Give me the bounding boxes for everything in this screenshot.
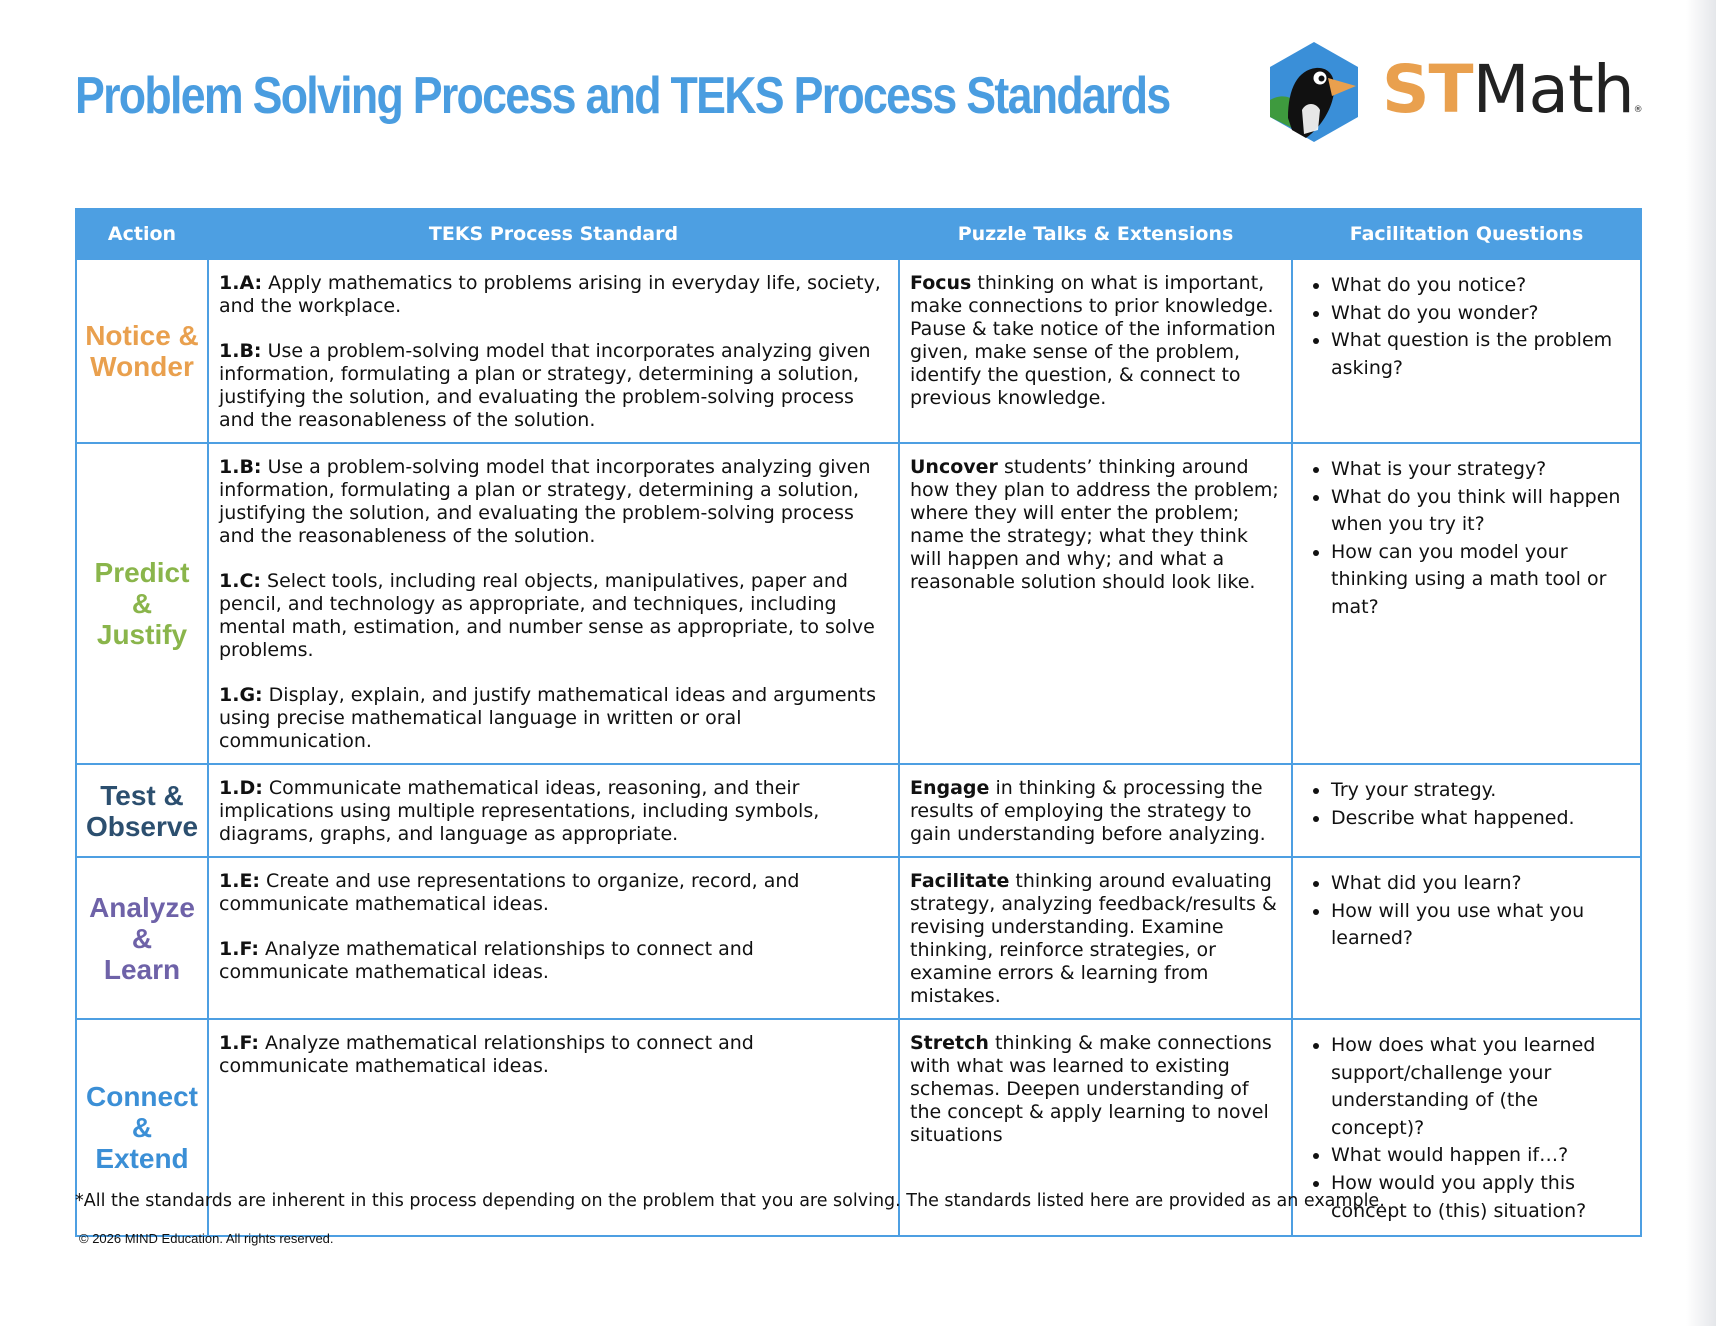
action-label: Justify [96, 619, 188, 650]
table-row [76, 443, 1641, 764]
action-label: Analyze & [89, 891, 195, 954]
list-item: • What would happen if…? [1331, 1142, 1631, 1170]
action-cell [76, 857, 208, 1019]
page-edge-shade [1686, 0, 1716, 1326]
question-list [1303, 272, 1631, 382]
standard-text: Use a problem-solving model that incorporates analyzing given information, formulating a plan or strategy, determining a solution, justifying the solution, and evaluating the problem-solving process and the reasonableness of the solution. [219, 456, 871, 547]
talk-verb: Engage [910, 777, 990, 799]
table-row [76, 764, 1641, 857]
teks-standard-cell [208, 443, 899, 764]
talk-text: students’ thinking around how they plan to address the problem; where they will enter the problem; name the strategy; what they think will happen and why; and what a reasonable solution should look like. [910, 456, 1279, 593]
standard-code: 1.F: [219, 938, 259, 960]
standard-text: Use a problem-solving model that incorporates analyzing given information, formulating a plan or strategy, determining a solution, justifying the solution, and evaluating the problem-solving process and the reasonableness of the solution. [219, 340, 871, 431]
talk-verb: Facilitate [910, 870, 1010, 892]
question-list [1303, 777, 1631, 832]
standard-code: 1.E: [219, 870, 261, 892]
talk-verb: Stretch [910, 1032, 989, 1054]
penguin-hexagon-icon [1262, 40, 1366, 144]
st-math-wordmark [1382, 50, 1642, 150]
talk-text: thinking on what is important, make connections to prior knowledge. Pause & take notice of the information given, make sense of the problem, identify the question, & connect to previous knowledge. [910, 272, 1276, 409]
action-cell [76, 259, 208, 443]
standard-code: 1.C: [219, 570, 261, 592]
puzzle-talk-cell [899, 259, 1292, 443]
list-item: • What do you think will happen when you try it? [1331, 484, 1631, 539]
standard-item [219, 456, 889, 548]
question-list [1303, 456, 1631, 622]
standard-text: Analyze mathematical relationships to connect and communicate mathematical ideas. [219, 938, 754, 983]
list-item: • Try your strategy. [1331, 777, 1631, 805]
list-item: • How can you model your thinking using a math tool or mat? [1331, 539, 1631, 622]
questions-cell [1292, 857, 1641, 1019]
list-item: • What question is the problem asking? [1331, 327, 1631, 382]
standard-text: Display, explain, and justify mathematical ideas and arguments using precise mathematical language in written or oral communication. [219, 684, 876, 752]
list-item: • What did you learn? [1331, 870, 1631, 898]
puzzle-talk-cell [899, 764, 1292, 857]
talk-verb: Uncover [910, 456, 998, 478]
action-label: Extend [95, 1143, 189, 1175]
standard-text: Apply mathematics to problems arising in everyday life, society, and the workplace. [219, 272, 881, 317]
standard-text: Select tools, including real objects, manipulatives, paper and pencil, and technology as appropriate, and techniques, including mental math, estimation, and number sense as appropriate, to solve problems. [219, 570, 875, 661]
st-math-logo [1262, 36, 1642, 146]
list-item: • How does what you learned support/challenge your understanding of (the concept)? [1331, 1032, 1631, 1142]
standard-code: 1.B: [219, 340, 262, 362]
table-row [76, 259, 1641, 443]
page-title: Problem Solving Process and TEKS Process Standards [75, 67, 1170, 125]
copyright-notice: © 2026 MIND Education. All rights reserved. [79, 1231, 334, 1246]
standard-code: 1.D: [219, 777, 263, 799]
standard-item [219, 938, 889, 984]
standard-item [219, 684, 889, 753]
brand-math: Math [1472, 51, 1634, 128]
action-cell [76, 443, 208, 764]
puzzle-talk-cell [899, 443, 1292, 764]
action-label: Observe [85, 810, 199, 842]
action-cell [76, 764, 208, 857]
questions-cell [1292, 764, 1641, 857]
action-label: Learn [103, 953, 181, 985]
action-label: Wonder [90, 351, 194, 382]
standard-code: 1.B: [219, 456, 262, 478]
standard-item [219, 340, 889, 432]
teks-standard-cell [208, 259, 899, 443]
standard-item [219, 870, 889, 916]
action-label: Connect & [86, 1081, 198, 1144]
standard-code: 1.F: [219, 1032, 259, 1054]
header-action: Action [76, 209, 208, 259]
teks-standard-cell [208, 857, 899, 1019]
standard-text: Create and use representations to organize, record, and communicate mathematical ideas. [219, 870, 800, 915]
standard-text: Communicate mathematical ideas, reasoning, and their implications using multiple representations, including symbols, diagrams, graphs, and language as appropriate. [219, 777, 820, 845]
list-item: • Describe what happened. [1331, 805, 1631, 833]
standard-item [219, 777, 889, 846]
standard-text: Analyze mathematical relationships to connect and communicate mathematical ideas. [219, 1032, 754, 1077]
table-row [76, 857, 1641, 1019]
talk-text: thinking around evaluating strategy, analyzing feedback/results & revising understanding. Examine thinking, reinforce strategies, or examine errors & learning from mistakes. [910, 870, 1277, 1007]
talk-text: in thinking & processing the results of employing the strategy to gain understanding before analyzing. [910, 777, 1266, 845]
standard-item [219, 1032, 889, 1078]
standard-item [219, 272, 889, 318]
list-item: • How will you use what you learned? [1331, 898, 1631, 953]
header-teks-standard: TEKS Process Standard [208, 209, 899, 259]
header-puzzle-talks: Puzzle Talks & Extensions [899, 209, 1292, 259]
brand-st: ST [1382, 51, 1473, 128]
talk-verb: Focus [910, 272, 972, 294]
registered-mark: ® [1633, 105, 1642, 115]
header-facilitation-questions: Facilitation Questions [1292, 209, 1641, 259]
list-item: • What is your strategy? [1331, 456, 1631, 484]
process-standards-table [75, 208, 1642, 1237]
table-header-row [76, 209, 1641, 259]
list-item: • What do you notice? [1331, 272, 1631, 300]
footnote: *All the standards are inherent in this process depending on the problem that you are solving. The standards listed here are provided as an example. [75, 1191, 1385, 1211]
question-list [1303, 870, 1631, 953]
talk-text: thinking & make connections with what was learned to existing schemas. Deepen understanding of the concept & apply learning to novel situations [910, 1032, 1272, 1146]
action-label: Notice & [85, 320, 199, 351]
standard-code: 1.G: [219, 684, 263, 706]
standard-item [219, 570, 889, 662]
standard-code: 1.A: [219, 272, 263, 294]
list-item: • How would you apply this concept to (this) situation? [1331, 1170, 1631, 1225]
questions-cell [1292, 259, 1641, 443]
questions-cell [1292, 443, 1641, 764]
teks-standard-cell [208, 764, 899, 857]
puzzle-talk-cell [899, 857, 1292, 1019]
action-label: Test & [100, 779, 184, 811]
list-item: • What do you wonder? [1331, 300, 1631, 328]
action-label: Predict & [94, 557, 190, 619]
